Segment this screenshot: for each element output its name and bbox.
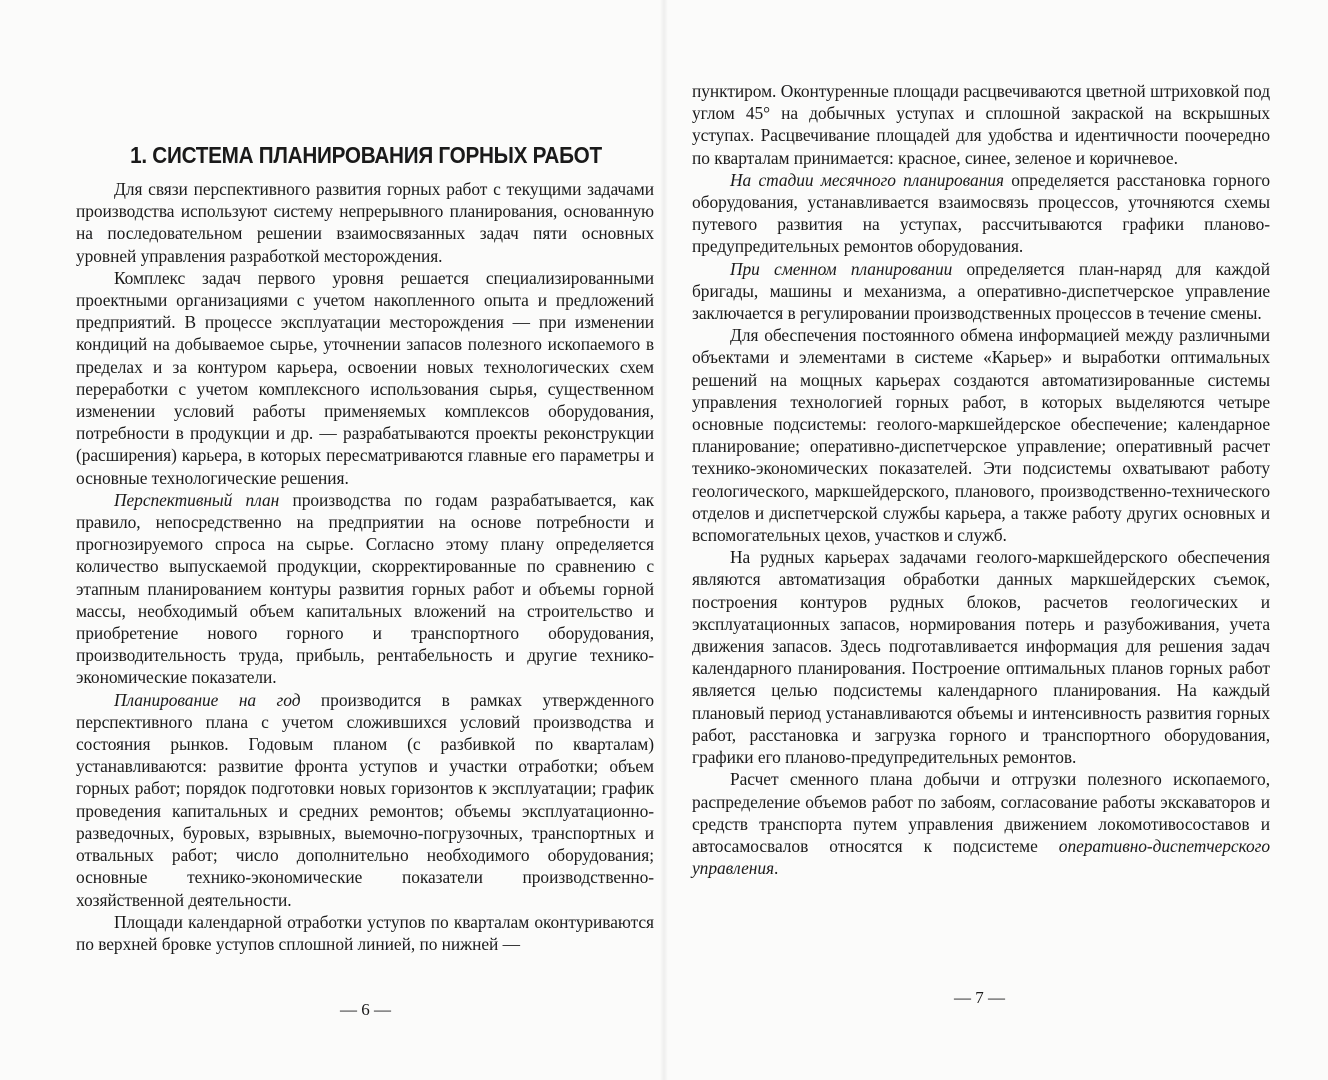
emphasized-term: оперативно-диспетчерского управления <box>692 835 1270 879</box>
paragraph <box>76 178 654 267</box>
paragraph-text: Площади календарной отработки уступов по кварталам оконтуриваются по верхней бровке уступов сплошной линией, по нижней — <box>76 911 654 954</box>
paragraph-continuation <box>692 80 1270 169</box>
paragraph-text: Комплекс задач первого уровня решается специализированными проектными организациями с учетом накопленного опыта и предложений предприятий. В процессе эксплуатации месторождения — при изменении кондиций на добываемое сырье, уточнении запасов полезного ископаемого в пределах и за контуром карьера, освоении новых технологических схем переработки с учетом комплексного использования сырья, существенном изменении условий работы применяемых комплексов оборудования, потребности в продукции и др. — разрабатываются проекты реконструкции (расширения) карьера, в которых пересматриваются главные его параметры и основные технологические решения. <box>76 267 654 488</box>
paragraph-text: . <box>774 858 779 879</box>
paragraph <box>692 546 1270 768</box>
paragraph-text: Расчет сменного плана добычи и отгрузки полезного ископаемого, распределение объемов работ по забоям, согласование работы экскаваторов и средств транспорта путем управления движением локомотивосоставов и автосамосвалов относятся к подсистеме <box>692 769 1270 856</box>
right-page-body <box>692 80 1270 879</box>
right-page <box>664 0 1328 1080</box>
paragraph-text: определяется расстановка горного оборудования, устанавливается взаимосвязь процессов, уточняются схемы путевого развития на уступах, рассчитываются графики планово-предупредительных ремонтов оборудования. <box>692 169 1270 257</box>
paragraph <box>76 489 654 689</box>
paragraph-text: производится в рамках утвержденного перспективного плана с учетом сложившихся условий производства и состояния рынков. Годовым планом (с разбивкой по кварталам) устанавливаются: развитие фронта уступов и участки отработки; объем горных работ; порядок подготовки новых горизонтов к эксплуатации; график проведения капитальных и средних ремонтов; объемы эксплуатационно-разведочных, буровых, взрывных, выемочно-погрузочных, транспортных и отвальных работ; число дополнительно необходимого оборудования; основные технико-экономические показатели производственно-хозяйственной деятельности. <box>76 689 654 910</box>
paragraph-text: пунктиром. Оконтуренные площади расцвечиваются цветной штриховкой под углом 45° на добычных уступах и сплошной закраской на вскрышных уступах. Расцвечивание площадей для удобства и идентичности поочередно по кварталам принимается: красное, синее, зеленое и коричневое. <box>692 81 1270 168</box>
paragraph <box>76 911 654 955</box>
paragraph <box>692 324 1270 546</box>
page-number: — 7 — <box>954 988 1005 1007</box>
emphasized-term: Перспективный план <box>114 489 280 510</box>
page-number: — 6 — <box>340 1000 391 1019</box>
paragraph <box>692 169 1270 258</box>
emphasized-term: Планирование на год <box>114 689 301 710</box>
paragraph-text: производства по годам разрабатывается, как правило, непосредственно на предприятии на основе потребности и прогнозируемого спроса на сырье. Согласно этому плану определяется количество выпускаемой продукции, скорректированные по сравнению с этапным планированием контуры развития горных работ и объемы горной массы, необходимый объем капитальных вложений на строительство и приобретение нового горного и транспортного оборудования, производительность труда, прибыль, рентабельность и другие технико-экономические показатели. <box>76 489 654 688</box>
paragraph-text: определяется план-наряд для каждой бригады, машины и механизма, а оперативно-диспетчерское управление заключается в регулировании производственных процессов в течение смены. <box>692 258 1270 324</box>
left-page-body <box>76 178 654 955</box>
emphasized-term: На стадии месячного планирования <box>730 169 1004 190</box>
paragraph <box>76 267 654 489</box>
paragraph-text: Для связи перспективного развития горных работ с текущими задачами производства используют систему непрерывного планирования, основанную на последовательном решении взаимосвязанных задач пяти основных уровней управления разработкой месторождения. <box>76 179 654 266</box>
paragraph-text: Для обеспечения постоянного обмена информацией между различными объектами и элементами в системе «Карьер» и выработки оптимальных решений на мощных карьерах создаются автоматизированные системы управления технологией горных работ, в которых выделяются четыре основные подсистемы: геолого-маркшейдерское обеспечение; календарное планирование; оперативно-диспетчерское управление; оперативный расчет технико-экономических показателей. Эти подсистемы охватывают работу геологического, маркшейдерского, планового, производственно-технического отделов и диспетчерской службы карьера, а также работу других основных и вспомогательных цехов, участков и служб. <box>692 325 1270 546</box>
paragraph <box>76 689 654 911</box>
chapter-heading: 1. СИСТЕМА ПЛАНИРОВАНИЯ ГОРНЫХ РАБОТ <box>130 142 602 168</box>
paragraph <box>692 768 1270 879</box>
paragraph <box>692 258 1270 325</box>
paragraph-text: На рудных карьерах задачами геолого-маркшейдерского обеспечения являются автоматизация обработки данных маркшейдерских съемок, построения контуров рудных блоков, расчетов геологических и эксплуатационных запасов, нормирования потерь и разубоживания, учета движения запасов. Здесь подготавливается информация для решения задач календарного планирования. Построение оптимальных планов горных работ является целью подсистемы календарного планирования. На каждый плановый период устанавливаются объемы и интенсивность развития горных работ, расстановка и загрузка горного и транспортного оборудования, графики его планово-предупредительных ремонтов. <box>692 547 1270 768</box>
emphasized-term: При сменном планировании <box>730 258 953 279</box>
